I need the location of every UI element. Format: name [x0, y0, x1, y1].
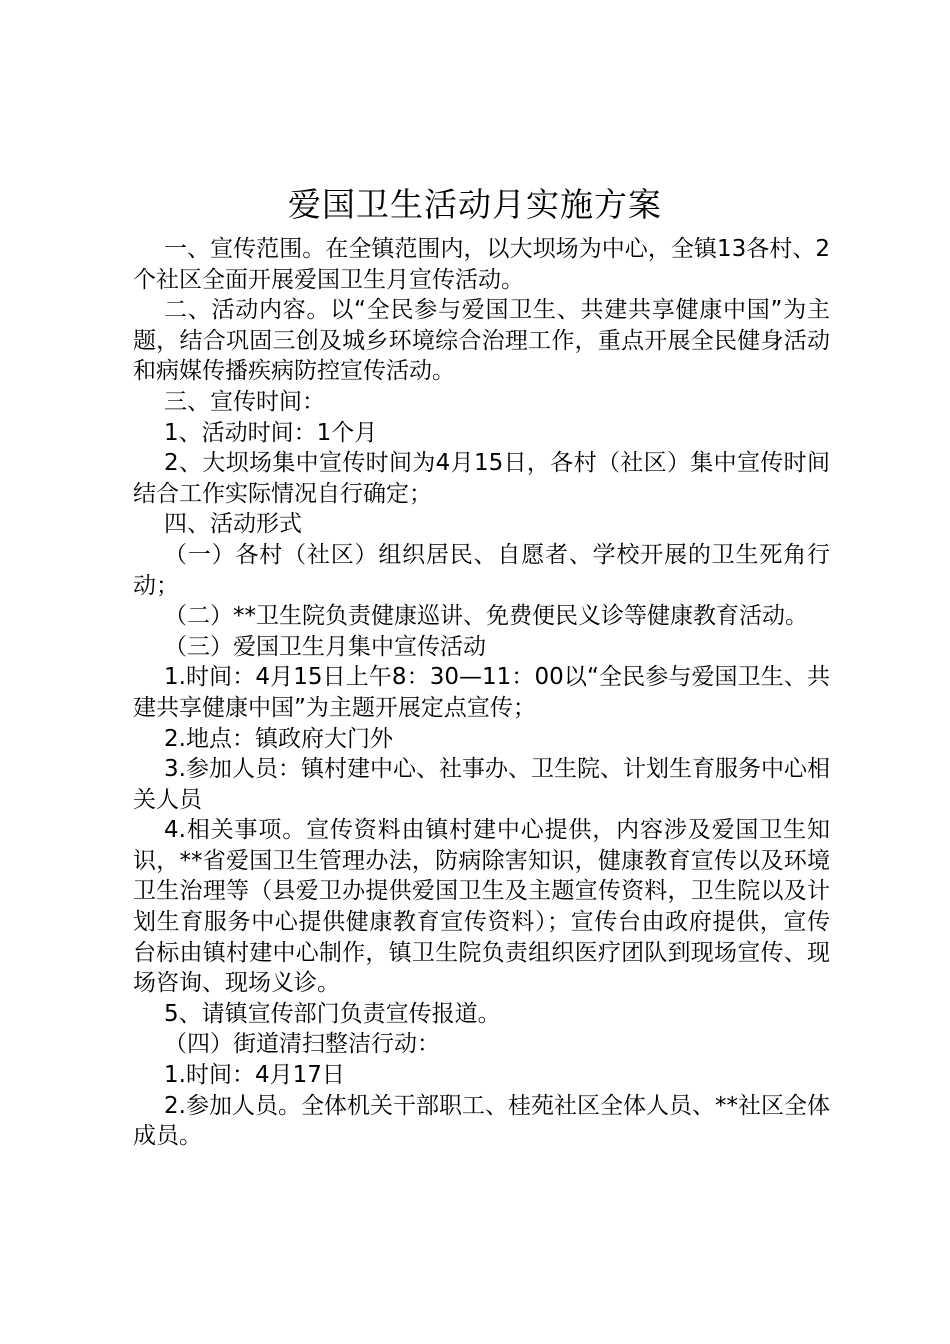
paragraph-event-matters: 4.相关事项。宣传资料由镇村建中心提供，内容涉及爱国卫生知识，**省爱国卫生管理办法，防病除害知识，健康教育宣传以及环境卫生治理等（县爱卫办提供爱国卫生及主题宣传资料，卫生院以及计划生育服务中心提供健康教育宣传资料）；宣传台由政府提供，宣传台标由镇村建中心制作，镇卫生院负责组织医疗团队到现场宣传、现场咨询、现场义诊。 [133, 817, 830, 997]
paragraph-central-time: 2、大坝场集中宣传时间为4月15日，各村（社区）集中宣传时间结合工作实际情况自行确定； [133, 450, 830, 507]
document-body [133, 234, 830, 1152]
paragraph-activity-time: 1、活动时间：1个月 [164, 419, 378, 446]
paragraph-time-heading: 三、宣传时间： [164, 388, 325, 415]
paragraph-event-reporting: 5、请镇宣传部门负责宣传报道。 [164, 1000, 501, 1027]
paragraph-scope: 一、宣传范围。在全镇范围内，以大坝场为中心，全镇13各村、2个社区全面开展爱国卫生月宣传活动。 [133, 236, 830, 293]
paragraph-cleaning-participants: 2.参加人员。全体机关干部职工、桂苑社区全体人员、**社区全体成员。 [133, 1092, 830, 1150]
document-title: 爱国卫生活动月实施方案 [288, 185, 662, 224]
paragraph-form-two: （二）**卫生院负责健康巡讲、免费便民义诊等健康教育活动。 [164, 603, 808, 630]
paragraph-content: 二、活动内容。以“全民参与爱国卫生、共建共享健康中国”为主题，结合巩固三创及城乡环境综合治理工作，重点开展全民健身活动和病媒传播疾病防控宣传活动。 [133, 297, 830, 385]
paragraph-form-heading: 四、活动形式 [164, 511, 302, 538]
paragraph-event-participants: 3.参加人员：镇村建中心、社事办、卫生院、计划生育服务中心相关人员 [133, 756, 830, 813]
paragraph-cleaning-time: 1.时间：4月17日 [164, 1062, 345, 1089]
paragraph-form-three: （三）爱国卫生月集中宣传活动 [164, 633, 486, 660]
paragraph-form-four: （四）街道清扫整洁行动： [164, 1031, 440, 1058]
paragraph-event-location: 2.地点：镇政府大门外 [164, 725, 393, 752]
paragraph-form-one: （一）各村（社区）组织居民、自愿者、学校开展的卫生死角行动； [133, 541, 830, 599]
paragraph-event-time: 1.时间：4月15日上午8：30—11：00以“全民参与爱国卫生、共建共享健康中国”为主题开展定点宣传； [133, 664, 830, 721]
